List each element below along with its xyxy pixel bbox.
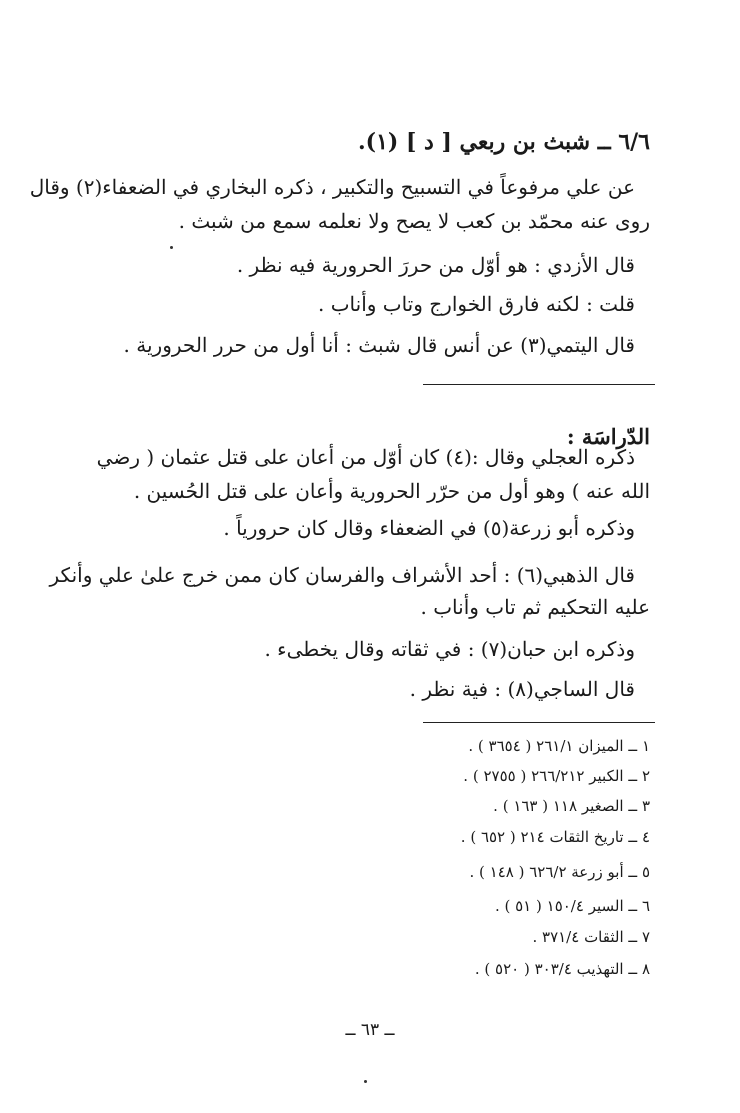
study-line-7: قال الساجي(٨) : فية نظر . [409, 677, 635, 701]
footnote-8: ٨ ــ التهذيب ٣٠٣/٤ ( ٥٢٠ ) . [474, 960, 650, 978]
ink-speck [170, 246, 173, 249]
study-line-1: ذكره العجلي وقال :(٤) كان أوّل من أعان على قتل عثمان ( رضي [96, 445, 635, 469]
entry-line-1: عن علي مرفوعاً في التسبيح والتكبير ، ذكره البخاري في الضعفاء(٢) وقال [29, 175, 635, 199]
footnote-2: ٢ ــ الكبير ٢٦٦/٢١٢ ( ٢٧٥٥ ) . [463, 767, 650, 785]
entry-line-2: روى عنه محمّد بن كعب لا يصح ولا نعلمه سمع من شبث . [178, 209, 650, 233]
entry-line-4: قلت : لكنه فارق الخوارج وتاب وأناب . [317, 292, 635, 316]
ink-speck [364, 1080, 367, 1083]
study-title: الدّراسَة : [566, 424, 650, 449]
footnote-4: ٤ ــ تاريخ الثقات ٢١٤ ( ٦٥٢ ) . [460, 828, 650, 846]
study-line-6: وذكره ابن حبان(٧) : في ثقاته وقال يخطىء . [264, 637, 635, 661]
study-line-3: وذكره أبو زرعة(٥) في الضعفاء وقال كان حرورياً . [223, 516, 635, 540]
footnote-1: ١ ــ الميزان ٢٦١/١ ( ٣٦٥٤ ) . [468, 737, 650, 755]
entry-heading: ٦/٦ ــ شبث بن ربعي [ د ] (١). [357, 129, 650, 155]
study-line-2: الله عنه ) وهو أول من حرّر الحرورية وأعان على قتل الحُسين . [133, 479, 650, 503]
footnote-5: ٥ ــ أبو زرعة ٦٢٦/٢ ( ١٤٨ ) . [469, 863, 650, 881]
section-divider [423, 384, 655, 385]
footnote-3: ٣ ــ الصغير ١١٨ ( ١٦٣ ) . [493, 797, 650, 815]
study-line-4: قال الذهبي(٦) : أحد الأشراف والفرسان كان ممن خرج علىٰ علي وأنكر [49, 563, 635, 587]
footnote-7: ٧ ــ الثقات ٣٧١/٤ . [532, 928, 650, 946]
footnote-6: ٦ ــ السير ١٥٠/٤ ( ٥١ ) . [494, 897, 650, 915]
entry-line-3: قال الأزدي : هو أوّل من حررَ الحرورية فيه نظر . [236, 253, 635, 277]
footnote-divider [423, 722, 655, 723]
entry-line-5: قال اليتمي(٣) عن أنس قال شبث : أنا أول من حرر الحرورية . [123, 333, 635, 357]
page-number: ــ ٦٣ ــ [345, 1020, 395, 1040]
study-line-5: عليه التحكيم ثم تاب وأناب . [420, 595, 650, 619]
